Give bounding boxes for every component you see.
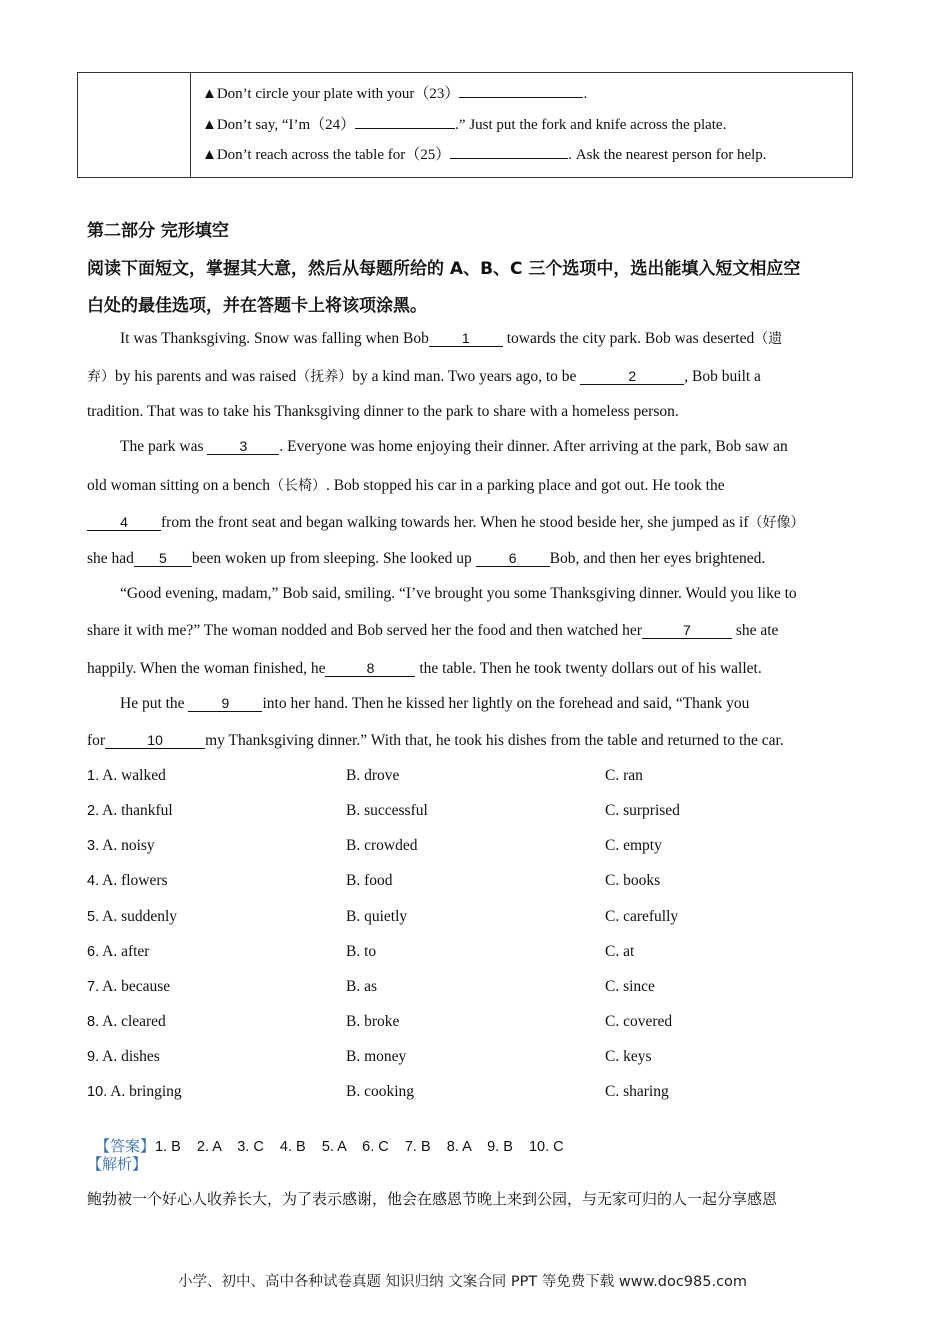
option-row: 1. A. walked B. drove C. ran [87, 767, 643, 784]
option-row: 6. A. after B. to C. at [87, 943, 635, 960]
option-row: 3. A. noisy B. crowded C. empty [87, 837, 662, 854]
passage-line-10: happily. When the woman finished, he 8 the table. Then he took twenty dollars out of his wallet. [87, 660, 762, 677]
analysis-text: 鲍勃被一个好心人收养长大，为了表示感谢，他会在感恩节晚上来到公园，与无家可归的人一起分享感恩 [87, 1190, 778, 1208]
passage-line-12: for 10 my Thanksgiving dinner.” With that, he took his dishes from the table and returned to the car. [87, 732, 784, 749]
blank-25 [450, 144, 568, 159]
blank-2: 2 [580, 368, 684, 385]
blank-4: 4 [87, 514, 161, 531]
option-row: 8. A. cleared B. broke C. covered [87, 1013, 673, 1030]
answer-text: 1. B 2. A 3. C 4. B 5. A 6. C 7. B 8. A 9. B 10. C [155, 1139, 564, 1155]
passage-line-4: The park was 3 . Everyone was home enjoying their dinner. After arriving at the park, Bob saw an [120, 438, 788, 455]
option-row: 5. A. suddenly B. quietly C. carefully [87, 908, 679, 925]
blank-8: 8 [325, 660, 415, 677]
blank-5: 5 [134, 550, 192, 567]
table-row-24: ▲Don’t say, “I’m（24） .” Just put the fork and knife across the plate. [202, 113, 726, 134]
option-row: 2. A. thankful B. successful C. surprised [87, 802, 680, 819]
table-row-25: ▲Don’t reach across the table for（25） . Ask the nearest person for help. [202, 143, 767, 164]
section-title: 第二部分 完形填空 [87, 221, 229, 241]
instruction-line-1: 阅读下面短文，掌握其大意，然后从每题所给的 A、B、C 三个选项中，选出能填入短文相应空 [87, 259, 801, 279]
option-row: 4. A. flowers B. food C. books [87, 872, 661, 889]
answer-line [87, 1117, 564, 1156]
blank-3: 3 [207, 438, 279, 455]
passage-line-1: It was Thanksgiving. Snow was falling when Bob 1 towards the city park. Bob was deserted（遗 [120, 330, 783, 347]
passage-line-11: He put the 9 into her hand. Then he kissed her lightly on the forehead and said, “Thank you [120, 695, 750, 712]
blank-1: 1 [429, 330, 503, 347]
blank-24 [355, 114, 455, 129]
option-row: 7. A. because B. as C. since [87, 978, 655, 995]
blank-23 [459, 83, 583, 98]
passage-line-9: share it with me?” The woman nodded and Bob served her the food and then watched her 7 she ate [87, 622, 779, 639]
passage-line-6: 4 from the front seat and began walking towards her. When he stood beside her, she jumped as if（好像） [87, 512, 805, 532]
analysis-tag: 【解析】 [87, 1155, 148, 1173]
blank-10: 10 [105, 732, 205, 749]
passage-line-5: old woman sitting on a bench（长椅）. Bob stopped his car in a parking place and got out. He took the [87, 477, 725, 494]
option-row: 9. A. dishes B. money C. keys [87, 1048, 652, 1065]
table-row-23: ▲Don’t circle your plate with your（23） . [202, 82, 587, 103]
passage-line-3: tradition. That was to take his Thanksgiving dinner to the park to share with a homeless person. [87, 403, 679, 420]
option-row: 10. A. bringing B. cooking C. sharing [87, 1083, 669, 1100]
blank-7: 7 [642, 622, 732, 639]
answer-tag: 【答案】 [95, 1137, 156, 1155]
passage-line-2: 弃）by his parents and was raised（抚养）by a kind man. Two years ago, to be 2 , Bob built a [87, 368, 761, 385]
blank-9: 9 [188, 695, 262, 712]
instruction-line-2: 白处的最佳选项，并在答题卡上将该项涂黑。 [87, 296, 427, 316]
table-divider [190, 73, 191, 177]
page-footer: 小学、初中、高中各种试卷真题 知识归纳 文案合同 PPT 等免费下载 www.doc985.com [178, 1274, 748, 1290]
rules-table [77, 72, 853, 178]
passage-line-8: “Good evening, madam,” Bob said, smiling. “I’ve brought you some Thanksgiving dinner. Would you like to [120, 585, 797, 602]
passage-line-7: she had 5 been woken up from sleeping. She looked up 6 Bob, and then her eyes brightened. [87, 550, 766, 567]
blank-6: 6 [476, 550, 550, 567]
